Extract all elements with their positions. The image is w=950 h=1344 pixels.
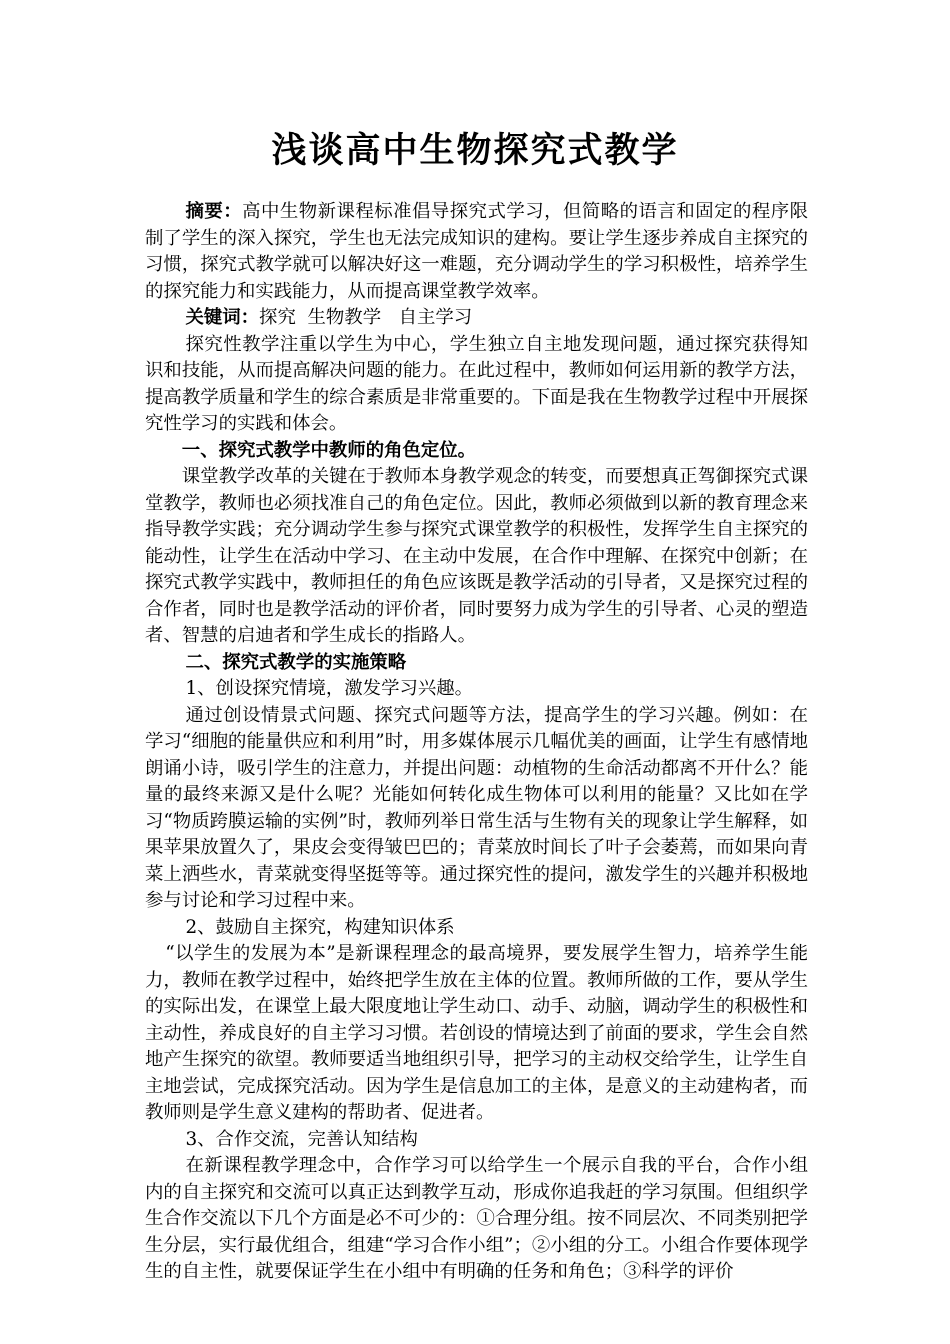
- keywords-text: 探究 生物教学 自主学习: [259, 307, 473, 328]
- sub2-paragraph: “以学生的发展为本”是新课程理念的最高境界，要发展学生智力，培养学生能力，教师在教学过程中，始终把学生放在主体的位置。教师所做的工作，要从学生的实际出发，在课堂上最大限度地让学生动口、动手、动脑，调动学生的积极性和主动性，养成良好的自主学习习惯。若创设的情境达到了前面的要求，学生会自然地产生探究的欲望。教师要适当地组织引导，把学习的主动权交给学生，让学生自主地尝试，完成探究活动。因为学生是信息加工的主体，是意义的主动建构者，而教师则是学生意义建构的帮助者、促进者。: [145, 943, 808, 1123]
- keywords-paragraph: [145, 305, 808, 332]
- keywords-label: 关键词：: [185, 307, 260, 328]
- section1-paragraph: 课堂教学改革的关键在于教师本身教学观念的转变，而要想真正驾御探究式课堂教学，教师也必须找准自己的角色定位。因此，教师必须做到以新的教育理念来指导教学实践；充分调动学生参与探究式课堂教学的积极性，发挥学生自主探究的能动性，让学生在活动中学习、在主动中发展，在合作中理解、在探究中创新；在探究式教学实践中，教师担任的角色应该既是教学活动的引导者，又是探究过程的合作者，同时也是教学活动的评价者，同时要努力成为学生的引导者、心灵的塑造者、智慧的启迪者和学生成长的指路人。: [145, 466, 808, 646]
- intro-paragraph: 探究性教学注重以学生为中心，学生独立自主地发现问题，通过探究获得知识和技能，从而提高解决问题的能力。在此过程中，教师如何运用新的教学方法，提高教学质量和学生的综合素质是非常重要的。下面是我在生物教学过程中开展探究性学习的实践和体会。: [145, 333, 808, 434]
- sub2-heading: 2、鼓励自主探究，构建知识体系: [185, 916, 455, 938]
- document-body: [145, 199, 808, 1286]
- sub1-paragraph: 通过创设情景式问题、探究式问题等方法，提高学生的学习兴趣。例如：在学习“细胞的能量供应和利用”时，用多媒体展示几幅优美的画面，让学生有感情地朗诵小诗，吸引学生的注意力，并提出问题：动植物的生命活动都离不开什么？能量的最终来源又是什么呢？光能如何转化成生物体可以利用的能量？又比如在学习“物质跨膜运输的实例”时，教师列举日常生活与生物有关的现象让学生解释，如果苹果放置久了，果皮会变得皱巴巴的；青菜放时间长了叶子会萎蔫，而如果向青菜上洒些水，青菜就变得坚挺等等。通过探究性的提问，激发学生的兴趣并积极地参与讨论和学习过程中来。: [145, 704, 808, 911]
- sub1-heading: 1、创设探究情境，激发学习兴趣。: [185, 678, 474, 699]
- abstract-paragraph: [145, 199, 808, 305]
- section2-heading: 二、探究式教学的实施策略: [185, 651, 407, 673]
- sub3-paragraph: 在新课程教学理念中，合作学习可以给学生一个展示自我的平台，合作小组内的自主探究和交流可以真正达到教学互动，形成你追我赶的学习氛围。但组织学生合作交流以下几个方面是必不可少的：①合理分组。按不同层次、不同类别把学生分层，实行最优组合，组建“学习合作小组”；②小组的分工。小组合作要体现学生的自主性，就要保证学生在小组中有明确的任务和角色；③科学的评价: [145, 1155, 808, 1282]
- abstract-text: 高中生物新课程标准倡导探究式学习，但简略的语言和固定的程序限制了学生的深入探究，学生也无法完成知识的建构。要让学生逐步养成自主探究的习惯，探究式教学就可以解决好这一难题，充分调动学生的学习积极性，培养学生的探究能力和实践能力，从而提高课堂教学效率。: [145, 201, 808, 302]
- section1-heading: 一、探究式教学中教师的角色定位。: [181, 439, 477, 461]
- page-title: 浅谈高中生物探究式教学: [271, 130, 679, 171]
- abstract-label: 摘要：: [185, 201, 243, 222]
- sub3-heading: 3、合作交流，完善认知结构: [185, 1128, 418, 1150]
